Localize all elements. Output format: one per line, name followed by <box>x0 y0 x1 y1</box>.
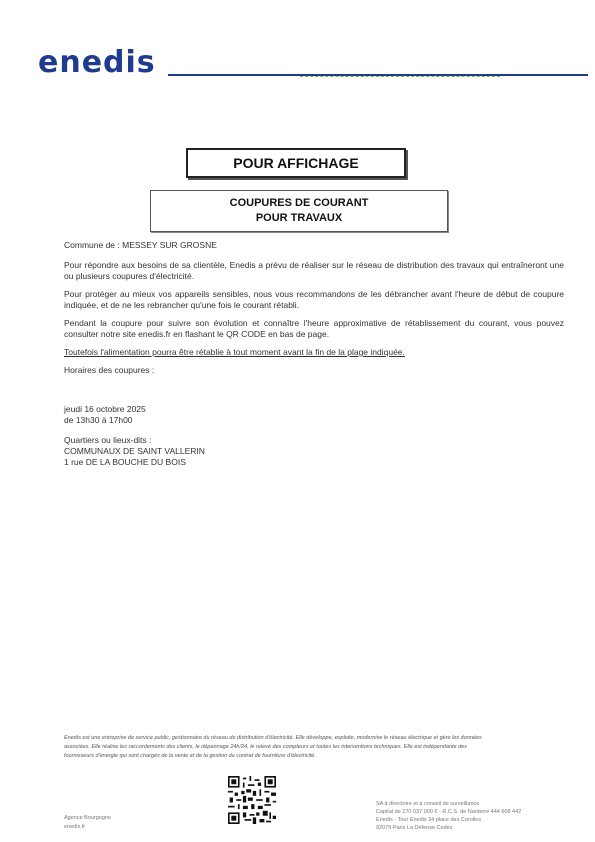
schedule-label: Horaires des coupures : <box>64 365 155 375</box>
legal-line-3: Enedis - Tour Enedis 34 place des Corolles <box>376 817 482 823</box>
tracking-paragraph: Pendant la coupure pour suivre son évolution et connaître l'heure approximative de rétablissement du courant, vous pouvez consulter notre site enedis.fr en flashant le QR CODE en bas de page. <box>64 318 564 339</box>
place-item-1: COMMUNAUX DE SAINT VALLERIN <box>64 446 205 456</box>
places-label: Quartiers ou lieux-dits : <box>64 435 152 445</box>
company-description-line-1: Enedis est une entreprise de service public, gestionnaire du réseau de distribution d'électricité. Elle développe, exploite, modernise le réseau électrique et gère les données <box>64 735 482 741</box>
advice-paragraph: Pour protéger au mieux vos appareils sensibles, nous vous recommandons de les débrancher avant l'heure de début de coupure indiquée, et de ne les rebrancher qu'une fois le courant rétabli. <box>64 289 564 310</box>
company-description <box>64 734 534 761</box>
legal-info <box>376 800 576 832</box>
outage-date: jeudi 16 octobre 2025 <box>64 404 146 414</box>
intro-paragraph: Pour répondre aux besoins de sa clientèle, Enedis a prévu de réaliser sur le réseau de distribution des travaux qui entraîneront une ou plusieurs coupures d'électricité. <box>64 260 564 281</box>
company-description-line-2: associées. Elle réalise les raccordements des clients, le dépannage 24h/24, le relevé des compteurs et toutes les interventions techniques. Elle est indépendante des <box>64 744 467 750</box>
legal-line-4: 92079 Paris La Défense Cedex <box>376 825 453 831</box>
agency-website[interactable]: enedis.fr <box>64 824 86 830</box>
document-title-box <box>150 190 448 232</box>
legal-line-2: Capital de 270 037 000 € - R.C.S. de Nanterre 444 608 442 <box>376 809 522 815</box>
agency-info <box>64 814 111 832</box>
agency-name: Agence Bourgogne <box>64 815 112 821</box>
commune-line: Commune de : MESSEY SUR GROSNE <box>64 240 217 250</box>
place-item-2: 1 rue DE LA BOUCHE DU BOIS <box>64 457 186 467</box>
warning-line: Toutefois l'alimentation pourra être rétablie à tout moment avant la fin de la plage indiquée. <box>64 347 405 357</box>
company-description-line-3: fournisseurs d'énergie qui sont chargés de la vente et de la gestion du contrat de fourniture d'électricité. <box>64 753 316 759</box>
qr-code-icon[interactable] <box>228 776 276 824</box>
legal-line-1: SA à directoire et à conseil de surveillance <box>376 801 480 807</box>
notice-banner <box>186 148 406 178</box>
outage-time: de 13h30 à 17h00 <box>64 415 133 425</box>
header-accent-rule <box>300 76 500 77</box>
enedis-logo: enedis <box>38 45 156 80</box>
notice-body <box>64 240 564 468</box>
title-line-2: POUR TRAVAUX <box>255 212 343 224</box>
notice-label: POUR AFFICHAGE <box>233 155 359 171</box>
title-line-1: COUPURES DE COURANT <box>229 197 369 209</box>
